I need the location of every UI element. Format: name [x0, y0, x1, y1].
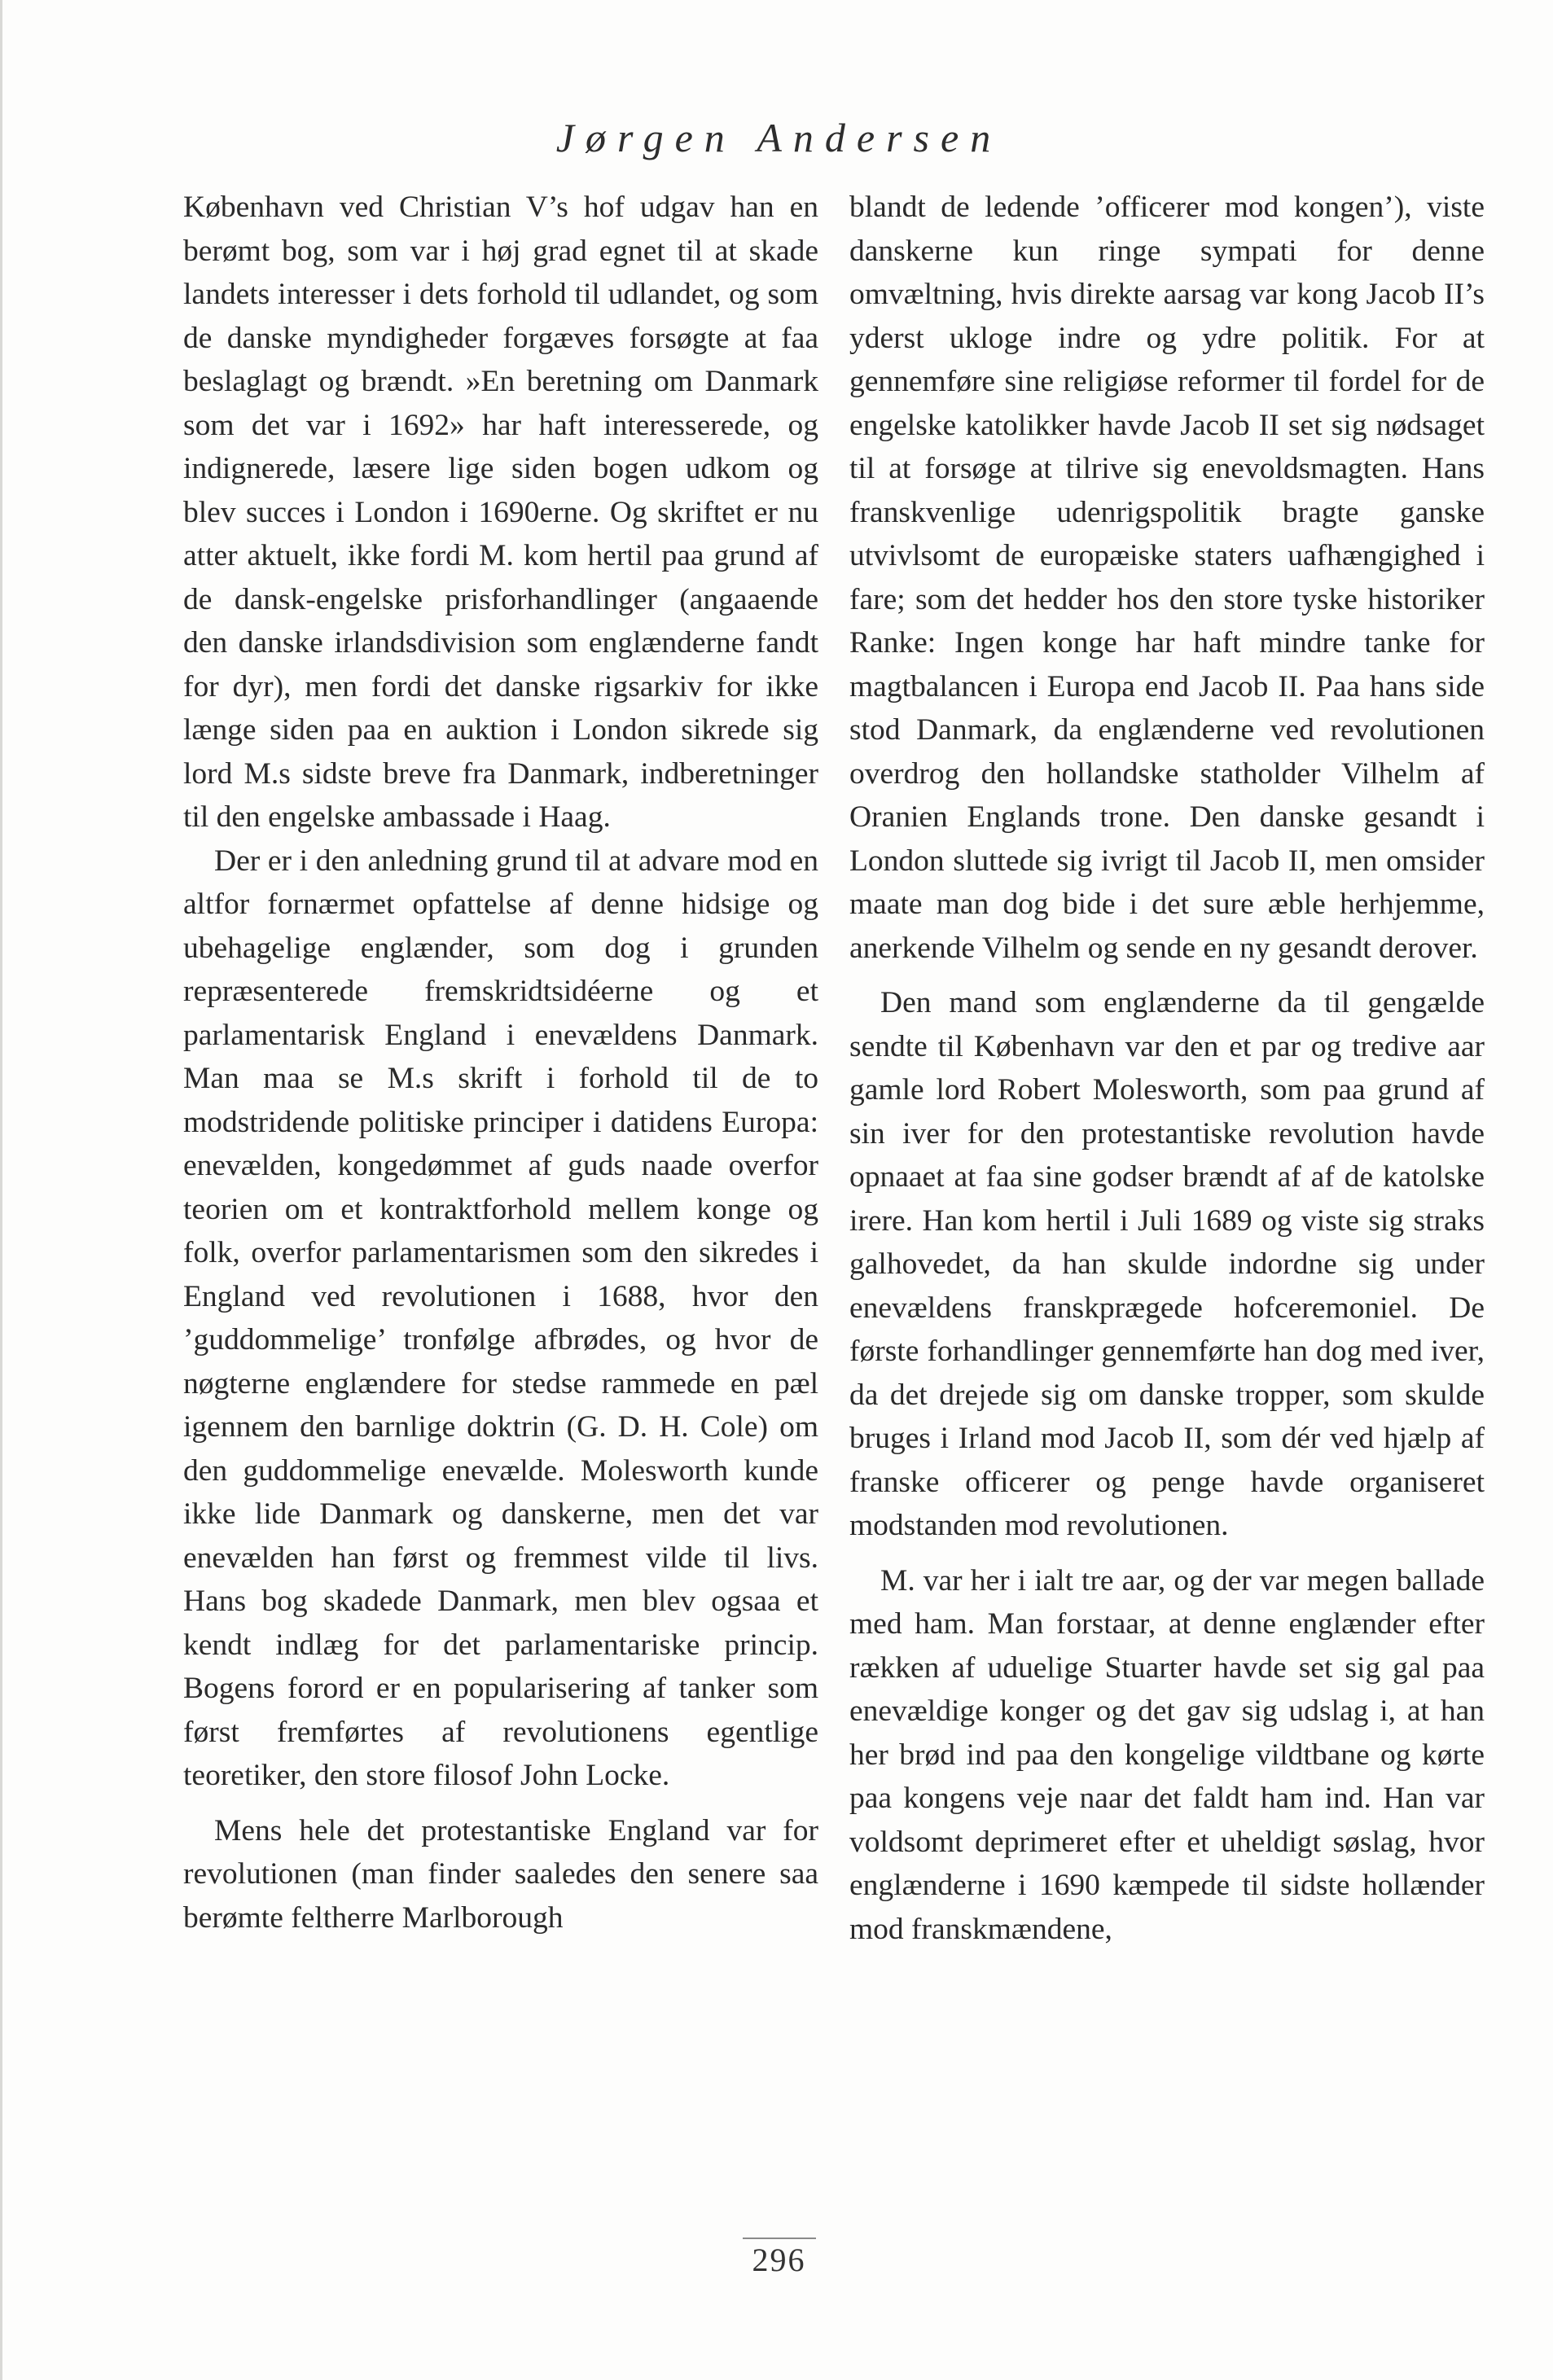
paragraph: blandt de ledende ’officerer mod kongen’), viste danskerne kun ringe sympati for denne omvæltning, hvis direkte aarsag var kong Jacob II’s yderst ukloge indre og ydre politik. For at gennemføre sine religiøse reformer til fordel for de engelske katolikker havde Jacob II set sig nødsaget til at forsøge at tilrive sig enevoldsmagten. Hans franskvenlige udenrigspolitik bragte ganske utvivlsomt de europæiske staters uafhængighed i fare; som det hedder hos den store tyske historiker Ranke: Ingen konge har haft mindre tanke for magtbalancen i Europa end Jacob II. Paa hans side stod Danmark, da englænderne ved revolutionen overdrog den hollandske statholder Vilhelm af Oranien Englands trone. Den danske gesandt i London sluttede sig ivrigt til Jacob II, men omsider maate man dog bide i det sure æble herhjemme, anerkende Vilhelm og sende en ny gesandt derover.: [849, 191, 1485, 965]
paragraph: Der er i den anledning grund til at advare mod en altfor fornærmet opfattelse af denne hidsige og ubehagelige englænder, som dog i grunden repræsenterede fremskridtsidéerne og et parlamentarisk England i enevældens Danmark. Man maa se M.s skrift i forhold til de to modstridende politiske principer i datidens Europa: enevælden, kongedømmet af guds naade overfor teorien om et kontraktforhold mellem konge og folk, overfor parlamentarismen som den sikredes i England ved revolutionen i 1688, hvor den ’guddommelige’ tronfølge afbrødes, og hvor de nøgterne englændere for stedse rammede en pæl igennem den barnlige doktrin (G. D. H. Cole) om den guddommelige enevælde. Molesworth kunde ikke lide Danmark og danskerne, men det var enevælden han først og fremmest vilde til livs. Hans bog skadede Danmark, men blev ogsaa et kendt indlæg for det parlamentariske princip. Bogens forord er en popularisering af tanker som først fremførtes af revolutionens egentlige teoretiker, den store filosof John Locke.: [183, 844, 818, 1792]
page-number: 296: [743, 2238, 816, 2279]
paragraph: Den mand som englænderne da til gengælde sendte til København var den et par og tredive aar gamle lord Robert Molesworth, som paa grund af sin iver for den protestantiske revolution havde opnaaet at faa sine godser brændt af af de katolske irere. Han kom hertil i Juli 1689 og viste sig straks galhovedet, da han skulde indordne sig under enevældens franskprægede hofceremoniel. De første forhandlinger gennemførte han dog med iver, da det drejede sig om danske tropper, som skulde bruges i Irland mod Jacob II, som dér ved hjælp af franske officerer og penge havde organiseret modstanden mod revolutionen.: [849, 986, 1485, 1542]
left-column: [183, 186, 818, 1940]
right-column: [849, 186, 1485, 1951]
paragraph: Mens hele det protestantiske England var for revolutionen (man finder saaledes den senere saa berømte feltherre Marlborough: [183, 1813, 818, 1935]
running-head: Jørgen Andersen: [555, 115, 1002, 160]
page-number-area: [2, 2238, 1553, 2279]
paragraph: København ved Christian V’s hof udgav han en berømt bog, som var i høj grad egnet til at skade landets interesser i dets forhold til udlandet, og som de danske myndigheder forgæves forsøgte at faa beslaglagt og brændt. »En beretning om Danmark som det var i 1692» har haft interesserede, og indignerede, læsere lige siden bogen udkom og blev succes i London i 1690erne. Og skriftet er nu atter aktuelt, ikke fordi M. kom hertil paa grund af de dansk-engelske prisforhandlinger (angaaende den danske irlandsdivision som englænderne fandt for dyr), men fordi det danske rigsarkiv for ikke længe siden paa en auktion i London sikrede sig lord M.s sidste breve fra Danmark, indberetninger til den engelske ambassade i Haag.: [183, 191, 818, 834]
paragraph: M. var her i ialt tre aar, og der var megen ballade med ham. Man forstaar, at denne englænder efter rækken af uduelige Stuarter havde set sig gal paa enevældige konger og det gav sig udslag i, at han her brød ind paa den kongelige vildtbane og kørte paa kongens veje naar det faldt ham ind. Han var voldsomt deprimeret efter et uheldigt søslag, hvor englænderne i 1690 kæmpede til sidste hollænder mod franskmændene,: [849, 1563, 1485, 1946]
